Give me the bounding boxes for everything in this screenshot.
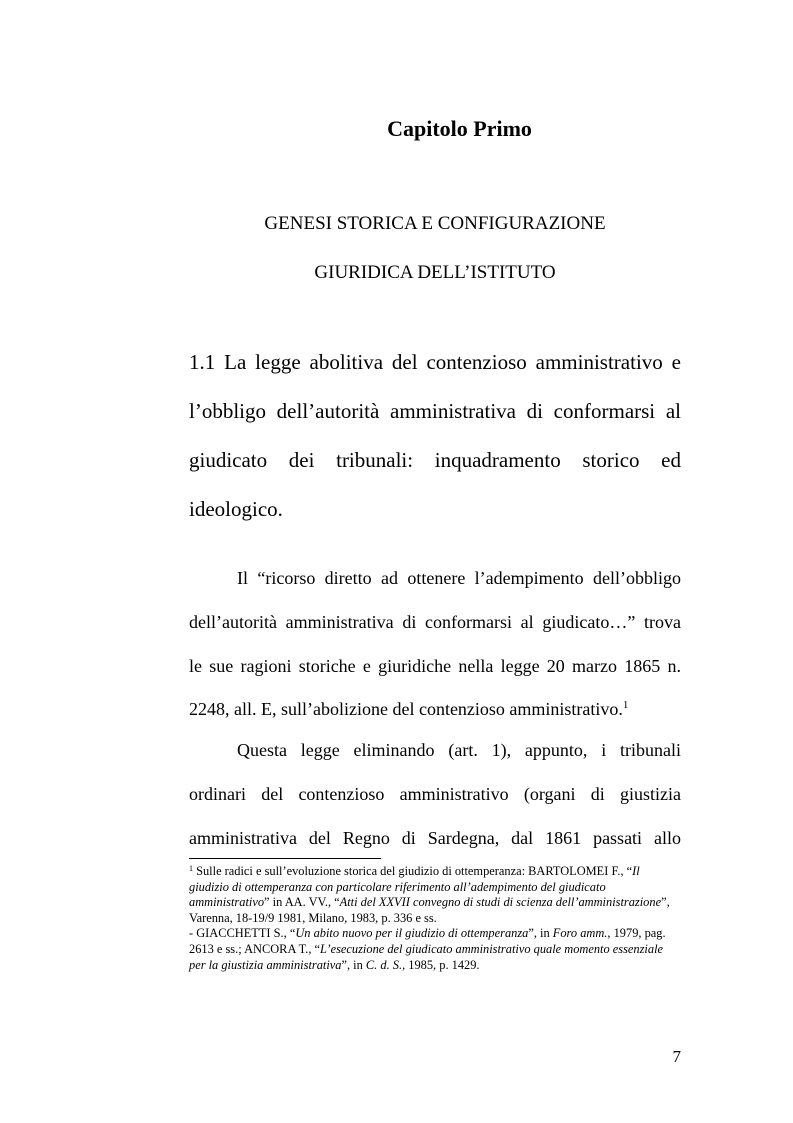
footnote-text: , 1979, pag. 2613 e ss.; ANCORA T., “ (189, 926, 666, 956)
footnote (189, 864, 681, 973)
chapter-heading-line-1: GENESI STORICA E CONFIGURAZIONE (264, 213, 606, 234)
paragraph-1-line-4-text: 2248, all. E, sull’abolizione del contenzioso amministrativo. (189, 699, 623, 719)
footnote-text: , 1985, p. 1429. (402, 957, 480, 972)
chapter-title: Capitolo Primo (387, 116, 532, 141)
page-number: 7 (672, 1047, 681, 1066)
footnote-italic-title: Un abito nuovo per il giudizio di ottemperanza (295, 926, 529, 941)
footnote-text: ”, in (341, 957, 366, 972)
footnote-number: 1 (189, 864, 193, 873)
footnote-separator (189, 858, 381, 859)
footnote-text: - GIACCHETTI S., “ (189, 926, 296, 941)
paragraph-1-line-3: le sue ragioni storiche e giuridiche nella legge 20 marzo 1865 n. (189, 656, 681, 676)
chapter-heading-line-2: GIURIDICA DELL’ISTITUTO (314, 262, 556, 283)
section-heading-line-2: l’obbligo dell’autorità amministrativa di conformarsi al (189, 399, 681, 423)
footnote-italic-title: Atti del XXVII convegno di studi di scienza dell’amministrazione (339, 895, 662, 910)
footnote-italic-journal: Foro amm. (552, 926, 608, 941)
footnote-paragraph-2 (189, 926, 681, 973)
footnote-reference: 1 (622, 699, 629, 711)
footnote-text: ”, in (528, 926, 553, 941)
footnote-text: Sulle radici e sull’evoluzione storica del giudizio di ottemperanza: BARTOLOMEI F., “ (193, 864, 633, 878)
footnote-text: ” in AA. VV., “ (264, 895, 340, 910)
paragraph-2-line-3: amministrativa del Regno di Sardegna, dal 1861 passati allo (189, 828, 681, 848)
paragraph-1-line-4 (189, 697, 681, 721)
paragraph-1-line-2: dell’autorità amministrativa di conformarsi al giudicato…” trova (189, 612, 681, 632)
paragraph-2-line-2: ordinari del contenzioso amministrativo (organi di giustizia (189, 784, 681, 804)
footnote-italic-title: Il giudizio di ottemperanza con particolare riferimento all’adempimento del giudicato amministrativo (189, 864, 640, 910)
paragraph-1-line-1: Il “ricorso diretto ad ottenere l’adempimento dell’obbligo (237, 568, 681, 588)
section-heading-line-4: ideologico. (189, 497, 283, 521)
section-heading-line-1: 1.1 La legge abolitiva del contenzioso amministrativo e (189, 350, 681, 374)
paragraph-2-line-1: Questa legge eliminando (art. 1), appunto, i tribunali (237, 740, 681, 760)
footnote-paragraph-1 (189, 864, 681, 926)
footnote-italic-journal: C. d. S. (365, 957, 403, 972)
section-heading-line-3: giudicato dei tribunali: inquadramento storico ed (189, 448, 681, 472)
footnote-text: ”, Varenna, 18-19/9 1981, Milano, 1983, p. 336 e ss. (189, 895, 670, 925)
footnote-italic-title: L’esecuzione del giudicato amministrativo quale momento essenziale per la giustizia amministrativa (189, 941, 664, 972)
